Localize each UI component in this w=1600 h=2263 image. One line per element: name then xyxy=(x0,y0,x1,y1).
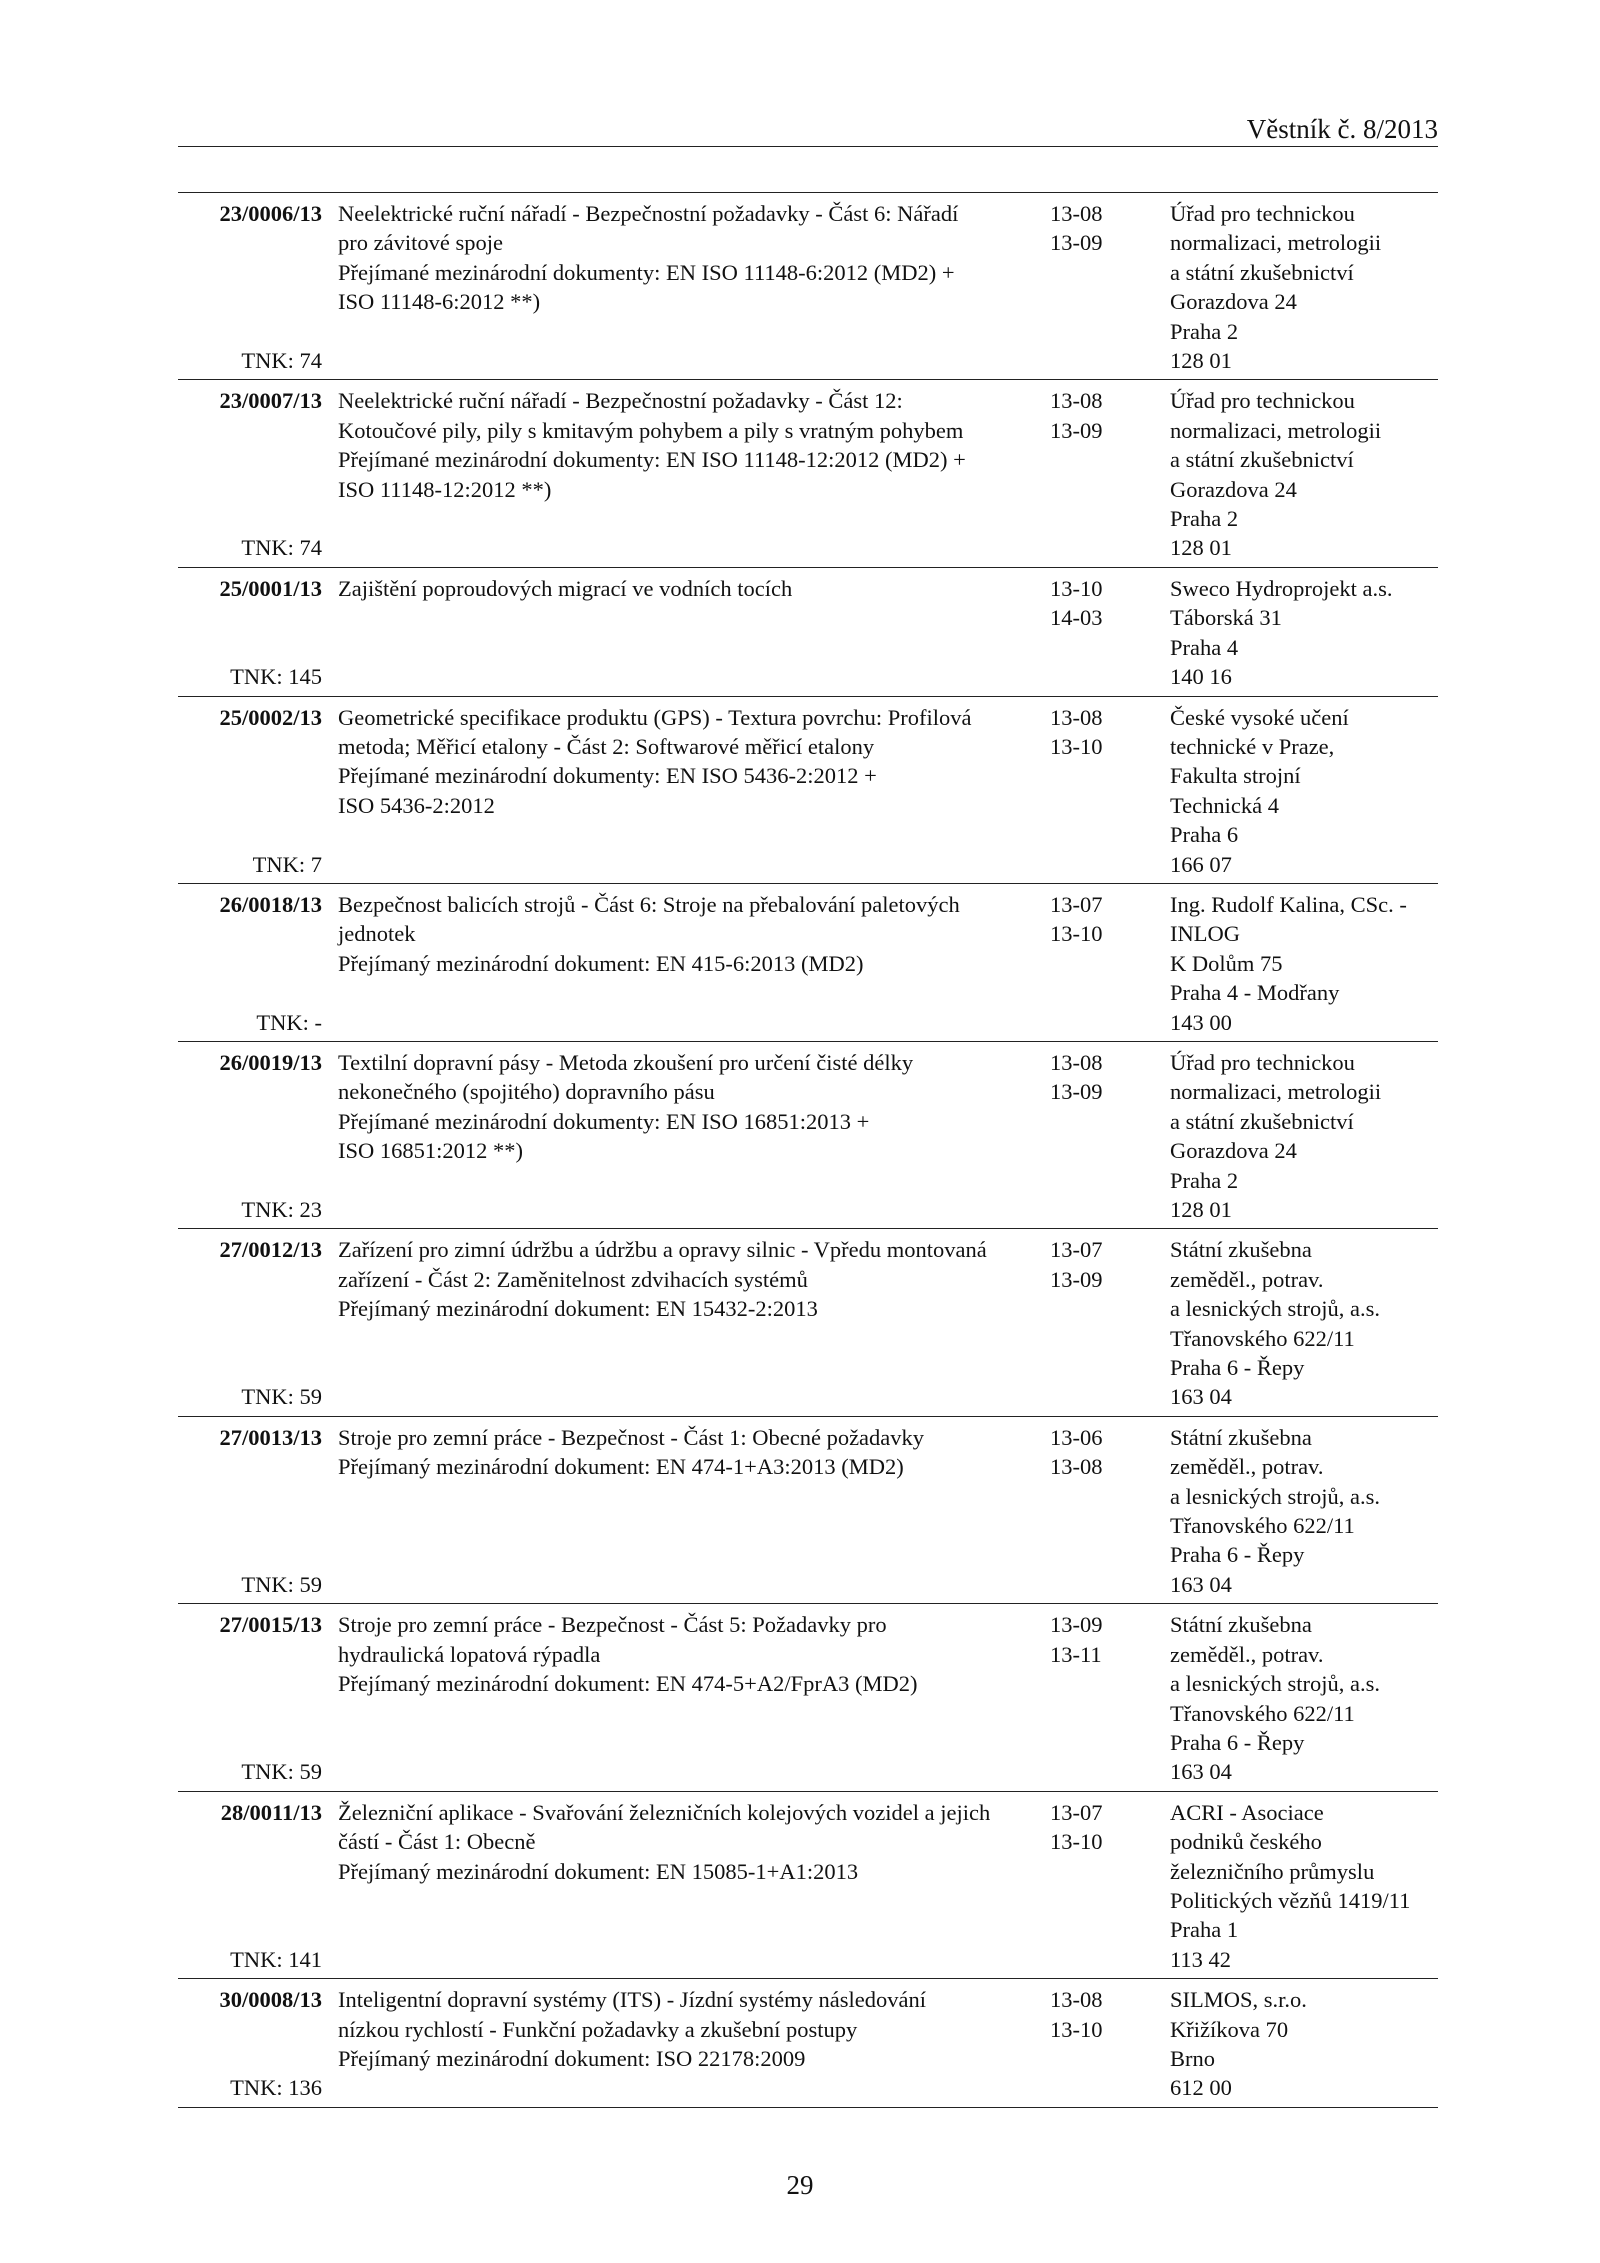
organization-line: 163 04 xyxy=(1170,1571,1232,1597)
organization-line: Gorazdova 24 xyxy=(1170,1138,1297,1164)
organization-line: 143 00 xyxy=(1170,1009,1232,1035)
organization-line: Úřad pro technickou xyxy=(1170,1049,1355,1075)
organization-line: Technická 4 xyxy=(1170,792,1279,818)
organization-line: Státní zkušebna xyxy=(1170,1237,1312,1263)
description-line: pro závitové spoje xyxy=(338,230,503,256)
organization-line: Ing. Rudolf Kalina, CSc. - xyxy=(1170,891,1407,917)
dates-cell xyxy=(1048,1985,1170,2103)
date-value: 14-03 xyxy=(1050,605,1103,631)
description-cell xyxy=(328,890,1048,1037)
organization-line: INLOG xyxy=(1170,921,1240,947)
tnk-label: TNK: 59 xyxy=(241,1571,322,1597)
organization-line: a lesnických strojů, a.s. xyxy=(1170,1483,1380,1509)
organization-line: podniků českého xyxy=(1170,1829,1322,1855)
organization-line: Praha 6 xyxy=(1170,822,1239,848)
tnk-label: TNK: 145 xyxy=(230,664,322,690)
dates-cell xyxy=(1048,1235,1170,1411)
organization-line: Gorazdova 24 xyxy=(1170,476,1297,502)
dates-cell xyxy=(1048,199,1170,375)
organization-cell xyxy=(1170,1423,1438,1599)
page-header xyxy=(178,112,1438,147)
tnk-label: TNK: - xyxy=(256,1009,322,1035)
organization-line: 166 07 xyxy=(1170,851,1232,877)
row-id-cell xyxy=(178,199,328,375)
description-line: Přejímaný mezinárodní dokument: EN 474-1+A3:2013 (MD2) xyxy=(338,1454,904,1480)
description-line: Přejímaný mezinárodní dokument: EN 474-5+A2/FprA3 (MD2) xyxy=(338,1671,918,1697)
organization-line: Sweco Hydroprojekt a.s. xyxy=(1170,575,1393,601)
description-line: Kotoučové pily, pily s kmitavým pohybem a pily s vratným pohybem xyxy=(338,417,964,443)
table-row xyxy=(178,1229,1438,1416)
organization-cell xyxy=(1170,1610,1438,1786)
description-line: Přejímaný mezinárodní dokument: ISO 22178:2009 xyxy=(338,2045,806,2071)
standard-number: 23/0006/13 xyxy=(219,201,322,226)
standard-number: 27/0012/13 xyxy=(219,1237,322,1263)
tnk-label: TNK: 59 xyxy=(241,1759,322,1785)
description-cell xyxy=(328,199,1048,375)
standard-number: 27/0015/13 xyxy=(219,1612,322,1638)
table-row xyxy=(178,1604,1438,1791)
organization-line: a státní zkušebnictví xyxy=(1170,1108,1354,1134)
date-value: 13-08 xyxy=(1050,1987,1103,2013)
description-line: Textilní dopravní pásy - Metoda zkoušení pro určení čisté délky xyxy=(338,1049,914,1075)
dates-cell xyxy=(1048,890,1170,1037)
organization-line: Praha 2 xyxy=(1170,318,1239,344)
organization-line: normalizaci, metrologii xyxy=(1170,417,1382,443)
description-line: Stroje pro zemní práce - Bezpečnost - Část 1: Obecné požadavky xyxy=(338,1424,925,1450)
description-line: Přejímané mezinárodní dokumenty: EN ISO 11148-6:2012 (MD2) + xyxy=(338,259,955,285)
description-line: metoda; Měřicí etalony - Část 2: Softwarové měřicí etalony xyxy=(338,733,875,759)
description-line: Přejímané mezinárodní dokumenty: EN ISO 16851:2013 + xyxy=(338,1108,870,1134)
date-value: 13-07 xyxy=(1050,1799,1103,1825)
standard-number: 30/0008/13 xyxy=(219,1987,322,2013)
description-line: ISO 11148-6:2012 **) xyxy=(338,289,541,315)
row-id-cell xyxy=(178,574,328,692)
row-id-cell xyxy=(178,1235,328,1411)
organization-line: Praha 2 xyxy=(1170,506,1239,532)
date-value: 13-09 xyxy=(1050,230,1103,256)
date-value: 13-10 xyxy=(1050,1829,1103,1855)
organization-cell xyxy=(1170,1235,1438,1411)
organization-line: Úřad pro technickou xyxy=(1170,388,1355,414)
organization-cell xyxy=(1170,574,1438,692)
organization-cell xyxy=(1170,1985,1438,2103)
organization-cell xyxy=(1170,890,1438,1037)
date-value: 13-10 xyxy=(1050,2016,1103,2042)
description-line: Inteligentní dopravní systémy (ITS) - Jízdní systémy následování xyxy=(338,1987,927,2013)
organization-cell xyxy=(1170,199,1438,375)
date-value: 13-06 xyxy=(1050,1424,1103,1450)
tnk-label: TNK: 74 xyxy=(241,348,322,374)
dates-cell xyxy=(1048,386,1170,562)
organization-line: 128 01 xyxy=(1170,535,1232,561)
organization-line: 128 01 xyxy=(1170,348,1232,374)
organization-line: 612 00 xyxy=(1170,2075,1232,2101)
organization-line: České vysoké učení xyxy=(1170,704,1349,730)
organization-line: a lesnických strojů, a.s. xyxy=(1170,1671,1380,1697)
organization-line: 113 42 xyxy=(1170,1946,1232,1972)
description-line: Zařízení pro zimní údržbu a údržbu a opravy silnic - Vpředu montovaná xyxy=(338,1237,987,1263)
organization-cell xyxy=(1170,703,1438,879)
description-line: Neelektrické ruční nářadí - Bezpečnostní požadavky - Část 6: Nářadí xyxy=(338,201,959,226)
description-line: Přejímaný mezinárodní dokument: EN 15432-2:2013 xyxy=(338,1296,818,1322)
table-row xyxy=(178,1792,1438,1979)
description-cell xyxy=(328,703,1048,879)
dates-cell xyxy=(1048,1798,1170,1974)
date-value: 13-10 xyxy=(1050,733,1103,759)
organization-cell xyxy=(1170,386,1438,562)
date-value: 13-08 xyxy=(1050,201,1103,226)
organization-line: a lesnických strojů, a.s. xyxy=(1170,1296,1380,1322)
description-cell xyxy=(328,1048,1048,1224)
organization-line: Brno xyxy=(1170,2045,1215,2071)
organization-line: a státní zkušebnictví xyxy=(1170,447,1354,473)
date-value: 13-11 xyxy=(1050,1641,1102,1667)
tnk-label: TNK: 141 xyxy=(230,1946,322,1972)
description-line: jednotek xyxy=(338,921,416,947)
description-line: nekonečného (spojitého) dopravního pásu xyxy=(338,1079,715,1105)
date-value: 13-08 xyxy=(1050,704,1103,730)
organization-line: Třanovského 622/11 xyxy=(1170,1700,1355,1726)
description-cell xyxy=(328,1610,1048,1786)
table-row xyxy=(178,193,1438,380)
description-line: Zajištění poproudových migrací ve vodních tocích xyxy=(338,575,793,601)
tnk-label: TNK: 23 xyxy=(241,1197,322,1222)
standard-number: 26/0019/13 xyxy=(219,1049,322,1075)
row-id-cell xyxy=(178,386,328,562)
description-line: částí - Část 1: Obecně xyxy=(338,1829,536,1855)
organization-line: ACRI - Asociace xyxy=(1170,1799,1324,1825)
tnk-label: TNK: 7 xyxy=(252,851,322,877)
row-id-cell xyxy=(178,703,328,879)
dates-cell xyxy=(1048,574,1170,692)
organization-line: Státní zkušebna xyxy=(1170,1612,1312,1638)
table-row xyxy=(178,1042,1438,1229)
standards-table xyxy=(178,192,1438,2108)
standard-number: 25/0001/13 xyxy=(219,575,322,601)
description-line: Přejímané mezinárodní dokumenty: EN ISO 11148-12:2012 (MD2) + xyxy=(338,447,966,473)
date-value: 13-10 xyxy=(1050,575,1103,601)
description-cell xyxy=(328,1985,1048,2103)
standard-number: 28/0011/13 xyxy=(220,1799,322,1825)
description-line: Přejímaný mezinárodní dokument: EN 15085-1+A1:2013 xyxy=(338,1858,859,1884)
organization-line: 163 04 xyxy=(1170,1384,1232,1410)
description-line: Železniční aplikace - Svařování železničních kolejových vozidel a jejich xyxy=(338,1799,991,1825)
organization-line: Praha 4 xyxy=(1170,634,1239,660)
row-id-cell xyxy=(178,890,328,1037)
standard-number: 23/0007/13 xyxy=(219,388,322,414)
dates-cell xyxy=(1048,1423,1170,1599)
organization-line: SILMOS, s.r.o. xyxy=(1170,1987,1307,2013)
organization-line: 163 04 xyxy=(1170,1759,1232,1785)
standard-number: 27/0013/13 xyxy=(219,1424,322,1450)
row-id-cell xyxy=(178,1798,328,1974)
organization-line: Politických vězňů 1419/11 xyxy=(1170,1887,1411,1913)
organization-line: 140 16 xyxy=(1170,664,1232,690)
row-id-cell xyxy=(178,1423,328,1599)
description-line: Geometrické specifikace produktu (GPS) - Textura povrchu: Profilová xyxy=(338,704,972,730)
table-row xyxy=(178,380,1438,567)
journal-title: Věstník č. 8/2013 xyxy=(1246,114,1438,144)
date-value: 13-09 xyxy=(1050,1079,1103,1105)
date-value: 13-07 xyxy=(1050,891,1103,917)
organization-line: Státní zkušebna xyxy=(1170,1424,1312,1450)
description-line: Stroje pro zemní práce - Bezpečnost - Část 5: Požadavky pro xyxy=(338,1612,887,1638)
page-number: 29 xyxy=(786,2170,814,2200)
organization-line: Úřad pro technickou xyxy=(1170,201,1355,226)
organization-line: Praha 4 - Modřany xyxy=(1170,980,1340,1006)
table-row xyxy=(178,568,1438,697)
description-line: Bezpečnost balicích strojů - Část 6: Stroje na přebalování paletových xyxy=(338,891,960,917)
tnk-label: TNK: 136 xyxy=(230,2075,322,2101)
date-value: 13-09 xyxy=(1050,417,1103,443)
organization-line: Fakulta strojní xyxy=(1170,763,1301,789)
date-value: 13-08 xyxy=(1050,1454,1103,1480)
organization-line: Praha 6 - Řepy xyxy=(1170,1542,1305,1568)
description-cell xyxy=(328,1798,1048,1974)
table-row xyxy=(178,1979,1438,2108)
organization-line: Křižíkova 70 xyxy=(1170,2016,1289,2042)
organization-line: a státní zkušebnictví xyxy=(1170,259,1354,285)
standard-number: 25/0002/13 xyxy=(219,704,322,730)
description-line: hydraulická lopatová rýpadla xyxy=(338,1641,601,1667)
description-cell xyxy=(328,1235,1048,1411)
description-line: ISO 5436-2:2012 xyxy=(338,792,495,818)
tnk-label: TNK: 59 xyxy=(241,1384,322,1410)
date-value: 13-09 xyxy=(1050,1266,1103,1292)
organization-line: Praha 6 - Řepy xyxy=(1170,1355,1305,1381)
description-line: Neelektrické ruční nářadí - Bezpečnostní požadavky - Část 12: xyxy=(338,388,903,414)
description-line: Přejímaný mezinárodní dokument: EN 415-6:2013 (MD2) xyxy=(338,950,864,976)
description-line: zařízení - Část 2: Zaměnitelnost zdvihacích systémů xyxy=(338,1266,808,1292)
organization-cell xyxy=(1170,1798,1438,1974)
organization-line: zeměděl., potrav. xyxy=(1170,1454,1324,1480)
organization-line: normalizaci, metrologii xyxy=(1170,1079,1382,1105)
organization-line: Třanovského 622/11 xyxy=(1170,1513,1355,1539)
tnk-label: TNK: 74 xyxy=(241,535,322,561)
description-line: Přejímané mezinárodní dokumenty: EN ISO 5436-2:2012 + xyxy=(338,763,877,789)
date-value: 13-07 xyxy=(1050,1237,1103,1263)
row-id-cell xyxy=(178,1610,328,1786)
description-line: nízkou rychlostí - Funkční požadavky a zkušební postupy xyxy=(338,2016,858,2042)
dates-cell xyxy=(1048,703,1170,879)
date-value: 13-10 xyxy=(1050,921,1103,947)
organization-line: K Dolům 75 xyxy=(1170,950,1283,976)
organization-line: normalizaci, metrologii xyxy=(1170,230,1382,256)
organization-line: 128 01 xyxy=(1170,1197,1232,1222)
table-row xyxy=(178,884,1438,1042)
dates-cell xyxy=(1048,1610,1170,1786)
organization-line: Praha 2 xyxy=(1170,1167,1239,1193)
organization-line: zeměděl., potrav. xyxy=(1170,1641,1324,1667)
organization-line: Třanovského 622/11 xyxy=(1170,1325,1355,1351)
row-id-cell xyxy=(178,1985,328,2103)
description-line: ISO 11148-12:2012 **) xyxy=(338,476,552,502)
organization-line: Praha 6 - Řepy xyxy=(1170,1729,1305,1755)
row-id-cell xyxy=(178,1048,328,1224)
organization-line: železničního průmyslu xyxy=(1170,1858,1375,1884)
organization-line: zeměděl., potrav. xyxy=(1170,1266,1324,1292)
date-value: 13-08 xyxy=(1050,1049,1103,1075)
table-row xyxy=(178,697,1438,884)
description-cell xyxy=(328,386,1048,562)
dates-cell xyxy=(1048,1048,1170,1224)
organization-line: Gorazdova 24 xyxy=(1170,289,1297,315)
description-cell xyxy=(328,574,1048,692)
date-value: 13-08 xyxy=(1050,388,1103,414)
organization-cell xyxy=(1170,1048,1438,1224)
description-line: ISO 16851:2012 **) xyxy=(338,1138,523,1164)
table-row xyxy=(178,1417,1438,1604)
organization-line: technické v Praze, xyxy=(1170,733,1335,759)
organization-line: Praha 1 xyxy=(1170,1917,1239,1943)
description-cell xyxy=(328,1423,1048,1599)
standard-number: 26/0018/13 xyxy=(219,891,322,917)
organization-line: Táborská 31 xyxy=(1170,605,1282,631)
date-value: 13-09 xyxy=(1050,1612,1103,1638)
